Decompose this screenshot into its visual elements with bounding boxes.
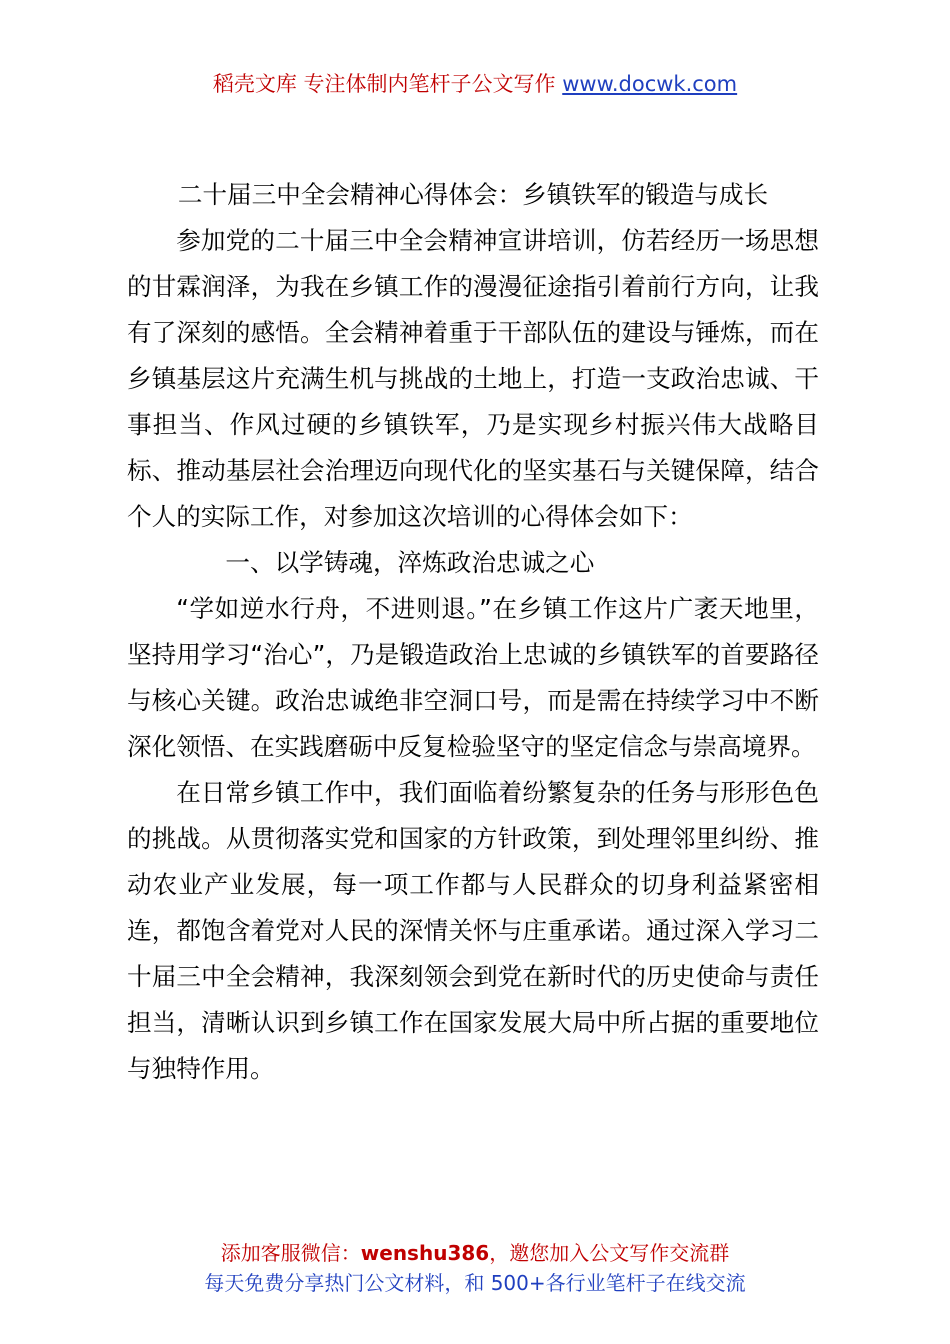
brand-slogan: 稻壳文库 专注体制内笔杆子公文写作 (212, 72, 556, 96)
wechat-id: wenshu386 (360, 1241, 490, 1265)
page-footer (0, 1238, 950, 1298)
body-paragraph-2: 在日常乡镇工作中，我们面临着纷繁复杂的任务与形形色色的挑战。从贯彻落实党和国家的方针政策，到处理邻里纠纷、推动农业产业发展，每一项工作都与人民群众的切身利益紧密相连，都饱含着党对人民的深情关怀与庄重承诺。通过深入学习二十届三中全会精神，我深刻领会到党在新时代的历史使命与责任担当，清晰认识到乡镇工作在国家发展大局中所占据的重要地位与独特作用。 (127, 778, 819, 1083)
section-heading: 一、以学铸魂，淬炼政治忠诚之心 (225, 548, 595, 577)
footer-prefix: 添加客服微信： (220, 1241, 361, 1265)
footer-suffix: ，邀您加入公文写作交流群 (489, 1241, 730, 1265)
site-link[interactable]: www.docwk.com (562, 72, 738, 96)
page-header (0, 68, 950, 100)
body-paragraph-1: “学如逆水行舟，不进则退。”在乡镇工作这片广袤天地里，坚持用学习“治心”，乃是锻造政治上忠诚的乡镇铁军的首要路径与核心关键。政治忠诚绝非空洞口号，而是需在持续学习中不断深化领悟、在实践磨砺中反复检验坚守的坚定信念与崇高境界。 (127, 594, 819, 761)
document-body (127, 172, 819, 1092)
document-title: 二十届三中全会精神心得体会：乡镇铁军的锻造与成长 (177, 180, 769, 209)
footer-promo-line: 每天免费分享热门公文材料，和 500+各行业笔杆子在线交流 (204, 1271, 746, 1295)
footer-wechat-line (0, 1238, 950, 1268)
intro-paragraph: 参加党的二十届三中全会精神宣讲培训，仿若经历一场思想的甘霖润泽，为我在乡镇工作的漫漫征途指引着前行方向，让我有了深刻的感悟。全会精神着重于干部队伍的建设与锤炼，而在乡镇基层这片充满生机与挑战的土地上，打造一支政治忠诚、干事担当、作风过硬的乡镇铁军，乃是实现乡村振兴伟大战略目标、推动基层社会治理迈向现代化的坚实基石与关键保障，结合个人的实际工作，对参加这次培训的心得体会如下： (127, 226, 819, 531)
